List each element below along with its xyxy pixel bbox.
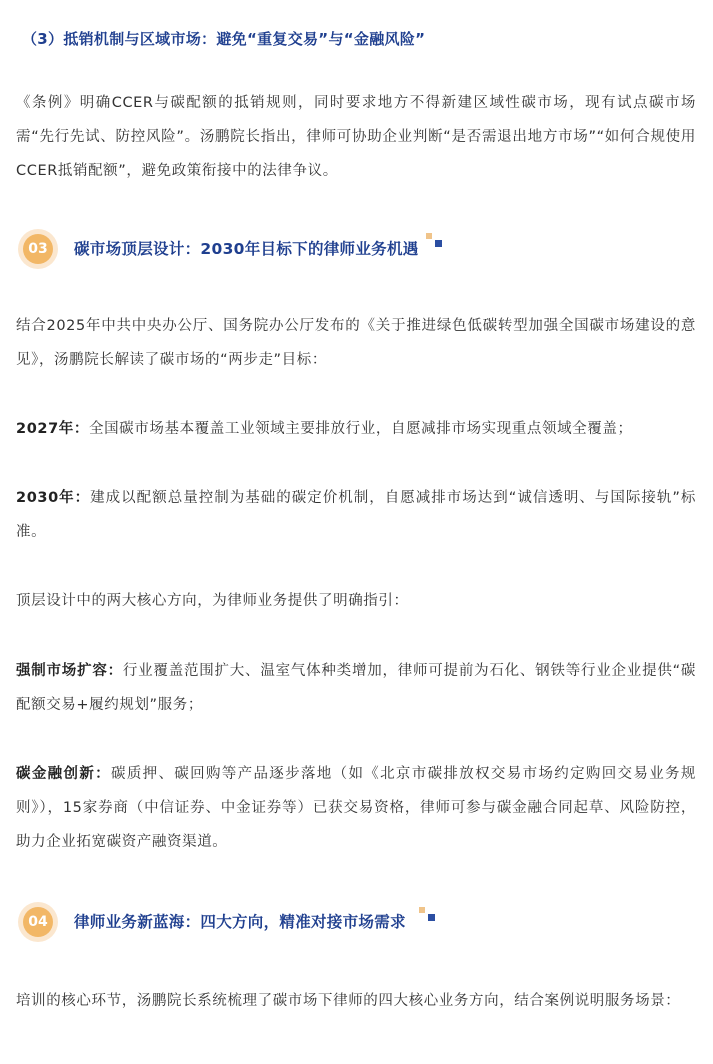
direction-1-label: 强制市场扩容： — [16, 663, 123, 679]
direction-2-text: 碳质押、碳回购等产品逐步落地（如《北京市碳排放权交易市场约定购回交易业务规则》），15家券商（中信证券、中金证券等）已获交易资格，律师可参与碳金融合同起草、风险防控，助力企业拓宽碳资产融资渠道。 — [16, 766, 696, 850]
direction-2-label: 碳金融创新： — [16, 766, 111, 782]
section-number: 03 — [23, 234, 53, 264]
paragraph-two-directions: 顶层设计中的两大核心方向，为律师业务提供了明确指引： — [16, 593, 409, 609]
goal-2030-label: 2030年： — [16, 490, 91, 506]
section-header-03 — [14, 225, 704, 273]
section-title: 碳市场顶层设计：2030年目标下的律师业务机遇 — [74, 240, 419, 258]
section-number-badge — [18, 902, 62, 942]
decor-square-icon — [428, 914, 435, 921]
direction-mandatory-market — [16, 654, 696, 722]
goal-2027-text: 全国碳市场基本覆盖工业领域主要排放行业，自愿减排市场实现重点领域全覆盖； — [88, 421, 633, 437]
decor-square-icon — [435, 240, 442, 247]
section-title: 律师业务新蓝海：四大方向，精准对接市场需求 — [74, 913, 406, 931]
section-number: 04 — [23, 907, 53, 937]
decor-square-icon — [419, 907, 425, 913]
goal-2030 — [16, 481, 696, 549]
section-number-badge — [18, 229, 62, 269]
section-header-04 — [14, 898, 704, 946]
goal-2030-text: 建成以配额总量控制为基础的碳定价机制，自愿减排市场达到“诚信透明、与国际接轨”标准。 — [16, 490, 696, 540]
goal-2027-label: 2027年： — [16, 421, 89, 437]
paragraph-offset-rules: 《条例》明确CCER与碳配额的抵销规则，同时要求地方不得新建区域性碳市场，现有试点碳市场需“先行先试、防控风险”。汤鹏院长指出，律师可协助企业判断“是否需退出地方市场”“如何合规使用CCER抵销配额”，避免政策衔接中的法律争议。 — [16, 95, 696, 179]
paragraph-top-design: 结合2025年中共中央办公厅、国务院办公厅发布的《关于推进绿色低碳转型加强全国碳市场建设的意见》，汤鹏院长解读了碳市场的“两步走”目标： — [16, 318, 696, 368]
decor-square-icon — [426, 233, 432, 239]
direction-carbon-finance — [16, 757, 696, 859]
paragraph-four-directions: 培训的核心环节，汤鹏院长系统梳理了碳市场下律师的四大核心业务方向，结合案例说明服务场景： — [16, 993, 681, 1009]
subheading: （3）抵销机制与区域市场：避免“重复交易”与“金融风险” — [22, 30, 426, 48]
goal-2027 — [16, 412, 696, 446]
direction-1-text: 行业覆盖范围扩大、温室气体种类增加，律师可提前为石化、钢铁等行业企业提供“碳配额交易+履约规划”服务； — [16, 663, 696, 713]
